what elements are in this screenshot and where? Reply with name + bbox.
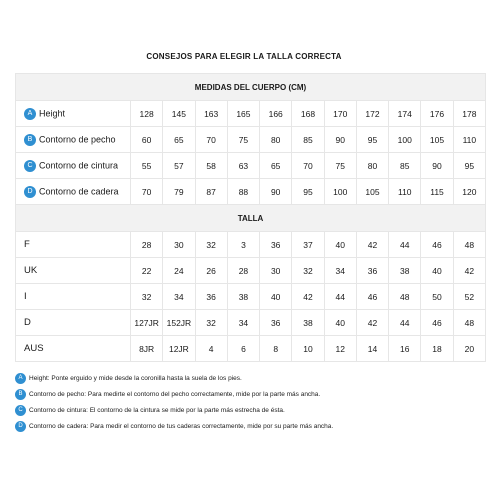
table-cell: 46 — [421, 232, 453, 258]
letter-badge-icon: D — [24, 186, 36, 198]
table-cell: 36 — [195, 284, 227, 310]
table-cell: 42 — [356, 310, 388, 336]
table-cell: 28 — [131, 232, 163, 258]
table-cell: 87 — [195, 179, 227, 205]
table-cell: 6 — [227, 336, 259, 362]
row-label — [16, 310, 131, 336]
table-cell: 88 — [227, 179, 259, 205]
page-title: CONSEJOS PARA ELEGIR LA TALLA CORRECTA — [146, 52, 342, 61]
letter-badge-icon: A — [24, 108, 36, 120]
table-cell: 105 — [356, 179, 388, 205]
row-label — [16, 153, 131, 179]
measurement-notes — [15, 370, 485, 434]
table-cell: 163 — [195, 101, 227, 127]
table-cell: 65 — [260, 153, 292, 179]
row-label — [16, 336, 131, 362]
note-item — [15, 370, 485, 386]
letter-badge-icon: C — [24, 160, 36, 172]
row-label-text: UK — [24, 265, 38, 276]
table-cell: 40 — [324, 232, 356, 258]
table-cell: 36 — [260, 310, 292, 336]
table-cell: 40 — [324, 310, 356, 336]
note-item — [15, 402, 485, 418]
table-row — [16, 101, 486, 127]
table-cell: 120 — [453, 179, 485, 205]
table-cell: 172 — [356, 101, 388, 127]
table-cell: 4 — [195, 336, 227, 362]
row-label-text: Contorno de cadera — [39, 185, 119, 196]
table-cell: 63 — [227, 153, 259, 179]
table-cell: 24 — [163, 258, 195, 284]
letter-badge-icon: B — [24, 134, 36, 146]
table-cell: 127JR — [131, 310, 163, 336]
table-cell: 36 — [356, 258, 388, 284]
table-cell: 48 — [389, 284, 421, 310]
table-cell: 165 — [227, 101, 259, 127]
table-cell: 42 — [292, 284, 324, 310]
measures-header-label: MEDIDAS DEL CUERPO (CM) — [16, 74, 486, 101]
table-cell: 40 — [260, 284, 292, 310]
table-row — [16, 179, 486, 205]
row-label — [16, 101, 131, 127]
row-label-text: Height — [39, 107, 66, 118]
table-cell: 32 — [131, 284, 163, 310]
row-label — [16, 127, 131, 153]
table-cell: 105 — [421, 127, 453, 153]
table-cell: 8 — [260, 336, 292, 362]
table-cell: 178 — [453, 101, 485, 127]
table-row — [16, 336, 486, 362]
table-cell: 90 — [324, 127, 356, 153]
table-cell: 32 — [292, 258, 324, 284]
table-cell: 32 — [195, 232, 227, 258]
note-text: Contorno de cintura: El contorno de la cintura se mide por la parte más estrecha de ésta. — [29, 406, 285, 414]
table-cell: 37 — [292, 232, 324, 258]
table-cell: 34 — [324, 258, 356, 284]
table-row — [16, 284, 486, 310]
table-cell: 168 — [292, 101, 324, 127]
table-cell: 36 — [260, 232, 292, 258]
table-cell: 26 — [195, 258, 227, 284]
table-cell: 38 — [389, 258, 421, 284]
table-cell: 70 — [195, 127, 227, 153]
row-label-text: AUS — [24, 343, 44, 354]
table-cell: 12 — [324, 336, 356, 362]
table-cell: 85 — [389, 153, 421, 179]
table-cell: 110 — [453, 127, 485, 153]
letter-badge-icon: B — [15, 389, 26, 400]
table-cell: 58 — [195, 153, 227, 179]
table-cell: 100 — [324, 179, 356, 205]
table-row — [16, 258, 486, 284]
table-cell: 18 — [421, 336, 453, 362]
table-row — [16, 153, 486, 179]
note-text: Height: Ponte erguido y mide desde la coronilla hasta la suela de los pies. — [29, 374, 242, 382]
table-cell: 80 — [356, 153, 388, 179]
table-cell: 8JR — [131, 336, 163, 362]
row-label-text: Contorno de cintura — [39, 159, 119, 170]
table-cell: 12JR — [163, 336, 195, 362]
table-cell: 57 — [163, 153, 195, 179]
row-label — [16, 179, 131, 205]
table-cell: 42 — [453, 258, 485, 284]
table-cell: 115 — [421, 179, 453, 205]
table-cell: 3 — [227, 232, 259, 258]
table-cell: 16 — [389, 336, 421, 362]
row-label — [16, 258, 131, 284]
table-cell: 152JR — [163, 310, 195, 336]
table-cell: 166 — [260, 101, 292, 127]
note-item — [15, 418, 485, 434]
table-cell: 55 — [131, 153, 163, 179]
table-cell: 48 — [453, 310, 485, 336]
table-row — [16, 310, 486, 336]
table-cell: 79 — [163, 179, 195, 205]
table-cell: 30 — [260, 258, 292, 284]
table-cell: 100 — [389, 127, 421, 153]
table-cell: 48 — [453, 232, 485, 258]
row-label — [16, 284, 131, 310]
sizes-header — [16, 205, 486, 232]
table-cell: 65 — [163, 127, 195, 153]
table-cell: 20 — [453, 336, 485, 362]
table-cell: 44 — [324, 284, 356, 310]
note-item — [15, 386, 485, 402]
table-cell: 50 — [421, 284, 453, 310]
table-cell: 34 — [227, 310, 259, 336]
table-cell: 40 — [421, 258, 453, 284]
table-cell: 90 — [421, 153, 453, 179]
table-cell: 60 — [131, 127, 163, 153]
table-cell: 14 — [356, 336, 388, 362]
table-cell: 10 — [292, 336, 324, 362]
table-cell: 75 — [324, 153, 356, 179]
sizes-header-label: TALLA — [16, 205, 486, 232]
row-label-text: Contorno de pecho — [39, 133, 116, 144]
table-cell: 90 — [260, 179, 292, 205]
table-cell: 95 — [292, 179, 324, 205]
row-label-text: F — [24, 239, 30, 250]
letter-badge-icon: A — [15, 373, 26, 384]
table-cell: 38 — [292, 310, 324, 336]
note-text: Contorno de pecho: Para medirte el contorno del pecho correctamente, mide por la parte más ancha. — [29, 390, 321, 398]
table-cell: 85 — [292, 127, 324, 153]
table-row — [16, 232, 486, 258]
note-text: Contorno de cadera: Para medir el contorno de tus caderas correctamente, mide por su parte más ancha. — [29, 422, 334, 430]
row-label-text: I — [24, 291, 27, 302]
table-cell: 28 — [227, 258, 259, 284]
table-cell: 75 — [227, 127, 259, 153]
table-cell: 174 — [389, 101, 421, 127]
row-label-text: D — [24, 317, 31, 328]
measures-header — [16, 74, 486, 101]
table-cell: 38 — [227, 284, 259, 310]
table-cell: 70 — [131, 179, 163, 205]
table-cell: 170 — [324, 101, 356, 127]
table-cell: 128 — [131, 101, 163, 127]
letter-badge-icon: C — [15, 405, 26, 416]
table-cell: 34 — [163, 284, 195, 310]
table-cell: 110 — [389, 179, 421, 205]
table-cell: 30 — [163, 232, 195, 258]
table-cell: 95 — [356, 127, 388, 153]
table-cell: 145 — [163, 101, 195, 127]
table-cell: 176 — [421, 101, 453, 127]
table-cell: 80 — [260, 127, 292, 153]
row-label — [16, 232, 131, 258]
size-chart-table — [15, 73, 486, 362]
table-cell: 44 — [389, 232, 421, 258]
table-cell: 42 — [356, 232, 388, 258]
table-cell: 46 — [421, 310, 453, 336]
letter-badge-icon: D — [15, 421, 26, 432]
table-cell: 52 — [453, 284, 485, 310]
table-cell: 32 — [195, 310, 227, 336]
table-cell: 22 — [131, 258, 163, 284]
table-cell: 70 — [292, 153, 324, 179]
table-row — [16, 127, 486, 153]
table-cell: 95 — [453, 153, 485, 179]
table-cell: 46 — [356, 284, 388, 310]
table-cell: 44 — [389, 310, 421, 336]
